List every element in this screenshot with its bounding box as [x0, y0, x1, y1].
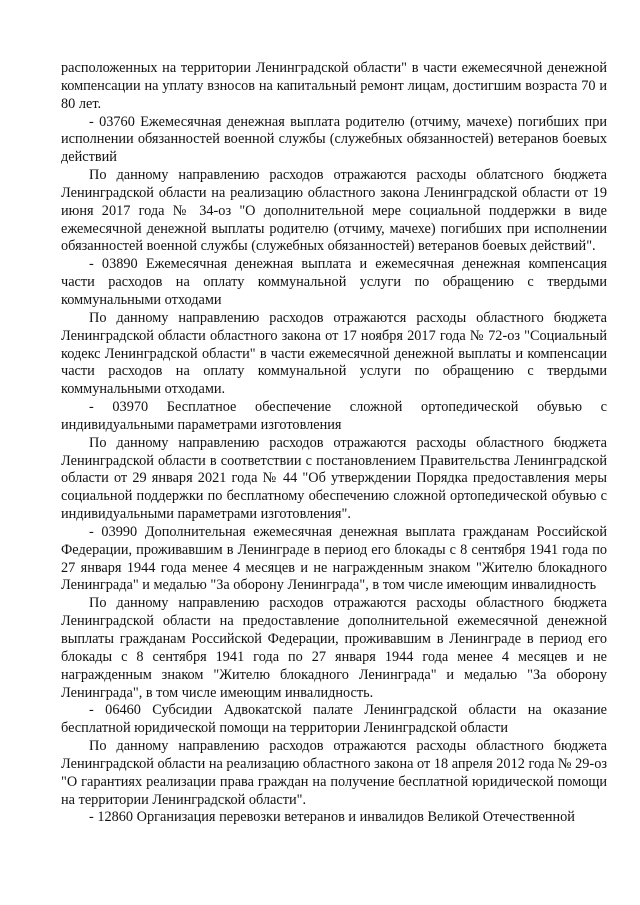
item-03970-heading: - 03970 Бесплатное обеспечение сложной ортопедической обувью с индивидуальными параметрами изготовления: [61, 399, 607, 433]
item-06460-description: По данному направлению расходов отражаются расходы областного бюджета Ленинградской области на реализацию областного закона от 18 апреля 2012 года № 29-оз "О гарантиях реализации права граждан на получение бесплатной юридической помощи на территории Ленинградской области".: [61, 738, 607, 808]
item-06460-heading: - 06460 Субсидии Адвокатской палате Ленинградской области на оказание бесплатной юридической помощи на территории Ленинградской области: [61, 702, 607, 737]
item-03990-description: По данному направлению расходов отражаются расходы областного бюджета Ленинградской области на предоставление дополнительной ежемесячной денежной выплаты гражданам Российской Федерации, проживавшим в Ленинграде в период его блокады с 8 сентября 1941 года по 27 января 1944 года менее 4 месяцев и не награжденным знаком "Жителю блокадного Ленинграда" и медалью "За оборону Ленинграда", в том числе имеющим инвалидность.: [61, 595, 607, 701]
paragraph-continuation: расположенных на территории Ленинградской области" в части ежемесячной денежной компенсации на уплату взносов на капитальный ремонт лицам, достигшим возраста 70 и 80 лет.: [61, 60, 607, 112]
item-03890-heading: - 03890 Ежемесячная денежная выплата и ежемесячная денежная компенсация части расходов на оплату коммунальной услуги по обращению с твердыми коммунальными отходами: [61, 256, 607, 308]
item-03990-heading: - 03990 Дополнительная ежемесячная денежная выплата гражданам Российской Федерации, проживавшим в Ленинграде в период его блокады с 8 сентября 1941 года по 27 января 1944 года менее 4 месяцев и не награжденным знаком "Жителю блокадного Ленинграда" и медалью "За оборону Ленинграда", в том числе имеющим инвалидность: [61, 523, 607, 594]
item-03890-description: По данному направлению расходов отражаются расходы областного бюджета Ленинградской области областного закона от 17 ноября 2017 года № 72-оз "Социальный кодекс Ленинградской области" в части ежемесячной денежной выплаты и компенсации части расходов на оплату коммунальной услуги по обращению с твердыми коммунальными отходами.: [61, 309, 607, 398]
item-03760-description: По данному направлению расходов отражаются расходы облатсного бюджета Ленинградской области на реализацию областного закона Ленинградской области от 19 июня 2017 года № 34-оз "О дополнительной мере социальной поддержки в виде ежемесячной денежной выплаты родителю (отчиму, мачехе) погибших при исполнении обязанностей военной службы (служебных обязанностей) ветеранов боевых действий".: [61, 167, 607, 255]
item-12860-heading: - 12860 Организация перевозки ветеранов и инвалидов Великой Отечественной: [89, 809, 575, 826]
item-03760-heading: - 03760 Ежемесячная денежная выплата родителю (отчиму, мачехе) погибших при исполнении обязанностей военной службы (служебных обязанностей) ветеранов боевых действий: [61, 113, 607, 166]
item-03970-description: По данному направлению расходов отражаются расходы областного бюджета Ленинградской области в соответствии с постановлением Правительства Ленинградской области от 29 января 2021 года № 44 "Об утверждении Порядка предоставления меры социальной поддержки по бесплатному обеспечению сложной ортопедической обувью с индивидуальными параметрами изготовления".: [61, 434, 607, 523]
